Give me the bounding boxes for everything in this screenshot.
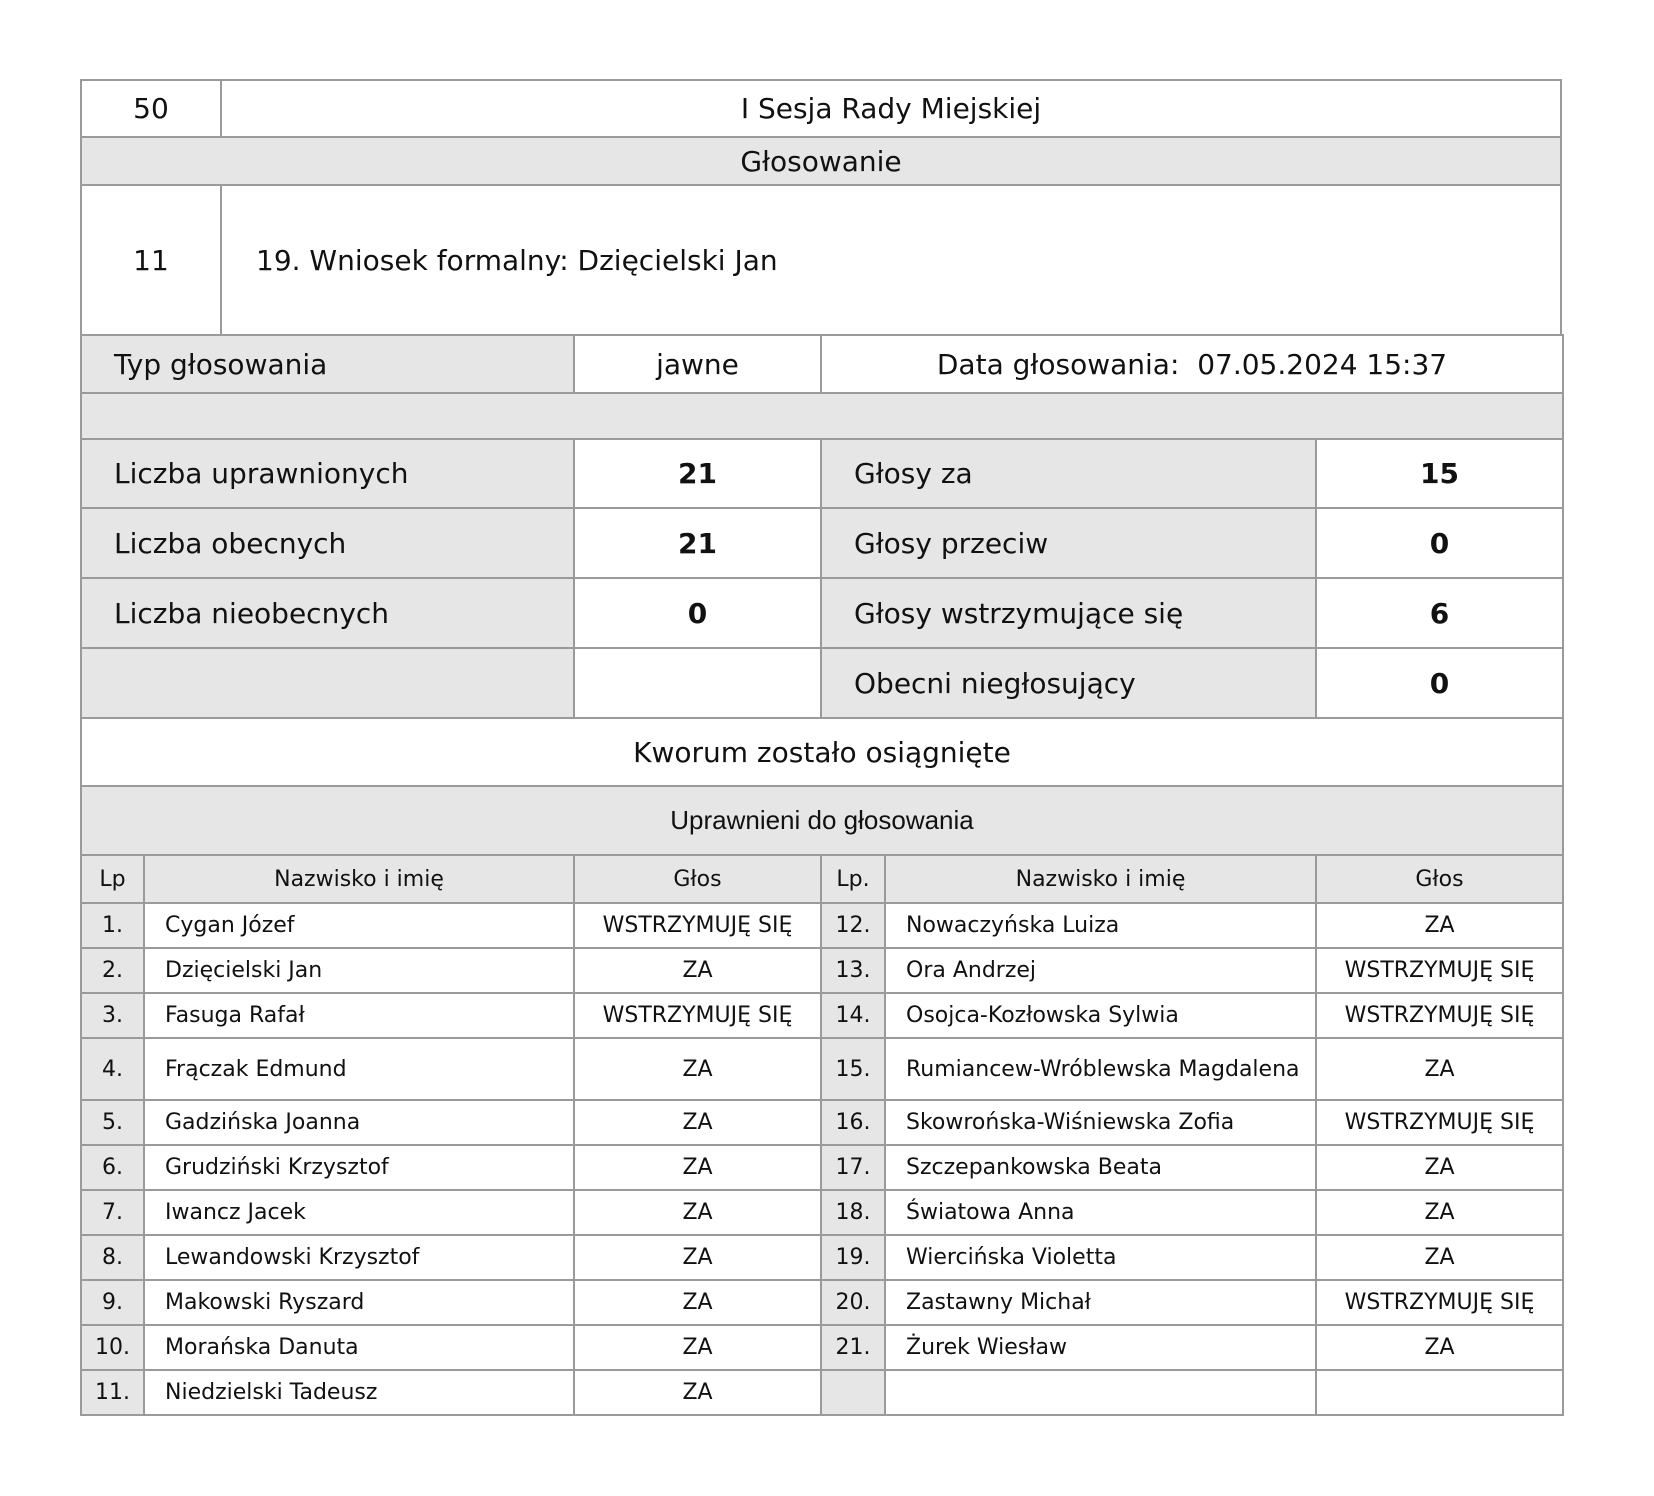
lp-cell-left: 11. [81,1370,144,1415]
voting-document [80,79,1562,1416]
lp-cell-left: 8. [81,1235,144,1280]
voter-rows [81,903,1563,1415]
voter-vote-right: WSTRZYMUJĘ SIĘ [1316,993,1563,1038]
header-table [80,79,1562,336]
empty-label-cell [81,648,574,718]
voters-table [80,854,1564,1416]
voter-name-left: Makowski Ryszard [144,1280,574,1325]
eligible-value: 21 [574,439,821,508]
lp-cell-right: 16. [821,1100,885,1145]
lp-cell-left: 2. [81,948,144,993]
abstain-label: Głosy wstrzymujące się [821,578,1316,648]
table-row [81,1190,1563,1235]
lp-cell-left: 1. [81,903,144,948]
lp-cell-right [821,1370,885,1415]
voter-vote-right [1316,1370,1563,1415]
lp-cell-right: 12. [821,903,885,948]
voter-vote-left: ZA [574,1280,821,1325]
session-number: 50 [81,80,221,137]
section-title: Głosowanie [81,137,1561,185]
voter-name-right: Zastawny Michał [885,1280,1316,1325]
voter-name-right: Szczepankowska Beata [885,1145,1316,1190]
vote-date-label: Data głosowania: [936,347,1180,381]
voter-name-left: Lewandowski Krzysztof [144,1235,574,1280]
voter-vote-right: ZA [1316,1235,1563,1280]
voter-name-right: Światowa Anna [885,1190,1316,1235]
lp-cell-left: 5. [81,1100,144,1145]
quorum-status: Kworum zostało osiągnięte [81,718,1563,786]
against-value: 0 [1316,508,1563,578]
present-value: 21 [574,508,821,578]
voter-name-right: Ora Andrzej [885,948,1316,993]
voter-vote-left: ZA [574,1100,821,1145]
table-row [81,1038,1563,1100]
voter-name-left: Dzięcielski Jan [144,948,574,993]
voter-vote-left: ZA [574,948,821,993]
lp-cell-right: 13. [821,948,885,993]
table-row [81,1235,1563,1280]
absent-value: 0 [574,578,821,648]
voter-name-left: Gadzińska Joanna [144,1100,574,1145]
vote-subject: 19. Wniosek formalny: Dzięcielski Jan [221,185,1561,335]
present-label: Liczba obecnych [81,508,574,578]
voter-name-left: Grudziński Krzysztof [144,1145,574,1190]
absent-label: Liczba nieobecnych [81,578,574,648]
table-row [81,948,1563,993]
vote-header-left: Głos [574,855,821,903]
voter-vote-left: WSTRZYMUJĘ SIĘ [574,993,821,1038]
table-row [81,1370,1563,1415]
lp-cell-right: 21. [821,1325,885,1370]
vote-number: 11 [81,185,221,335]
lp-header-left: Lp [81,855,144,903]
table-row [81,1145,1563,1190]
lp-cell-left: 7. [81,1190,144,1235]
voter-vote-right: ZA [1316,1145,1563,1190]
voter-name-left: Frączak Edmund [144,1038,574,1100]
voter-vote-left: ZA [574,1370,821,1415]
nonvoting-label: Obecni niegłosujący [821,648,1316,718]
lp-cell-left: 9. [81,1280,144,1325]
stats-table [80,334,1564,856]
voter-vote-right: ZA [1316,1325,1563,1370]
eligible-list-title: Uprawnieni do głosowania [81,786,1563,855]
voter-name-right: Rumiancew-Wróblewska Magdalena [885,1038,1316,1100]
voter-name-left: Cygan Józef [144,903,574,948]
voter-vote-left: ZA [574,1235,821,1280]
name-header-right: Nazwisko i imię [885,855,1316,903]
voter-vote-left: ZA [574,1038,821,1100]
name-header-left: Nazwisko i imię [144,855,574,903]
voter-vote-left: ZA [574,1145,821,1190]
voter-vote-right: WSTRZYMUJĘ SIĘ [1316,1100,1563,1145]
vote-date [821,335,1563,393]
empty-value-cell [574,648,821,718]
voter-name-right: Skowrońska-Wiśniewska Zofia [885,1100,1316,1145]
for-label: Głosy za [821,439,1316,508]
table-row [81,1280,1563,1325]
voter-vote-right: ZA [1316,1038,1563,1100]
voter-vote-right: WSTRZYMUJĘ SIĘ [1316,1280,1563,1325]
lp-header-right: Lp. [821,855,885,903]
lp-cell-right: 20. [821,1280,885,1325]
session-title: I Sesja Rady Miejskiej [221,80,1561,137]
voter-name-left: Niedzielski Tadeusz [144,1370,574,1415]
voter-name-left: Iwancz Jacek [144,1190,574,1235]
lp-cell-right: 14. [821,993,885,1038]
against-label: Głosy przeciw [821,508,1316,578]
spacer-row [81,393,1563,439]
voter-name-right: Wiercińska Violetta [885,1235,1316,1280]
lp-cell-right: 17. [821,1145,885,1190]
table-row [81,993,1563,1038]
abstain-value: 6 [1316,578,1563,648]
table-row [81,903,1563,948]
for-value: 15 [1316,439,1563,508]
lp-cell-left: 6. [81,1145,144,1190]
lp-cell-left: 10. [81,1325,144,1370]
voter-name-right [885,1370,1316,1415]
voter-vote-right: ZA [1316,903,1563,948]
lp-cell-left: 3. [81,993,144,1038]
voter-vote-right: ZA [1316,1190,1563,1235]
lp-cell-right: 19. [821,1235,885,1280]
lp-cell-right: 18. [821,1190,885,1235]
lp-cell-right: 15. [821,1038,885,1100]
voter-name-right: Nowaczyńska Luiza [885,903,1316,948]
voter-vote-left: WSTRZYMUJĘ SIĘ [574,903,821,948]
vote-type-label: Typ głosowania [81,335,574,393]
voter-name-left: Morańska Danuta [144,1325,574,1370]
vote-header-right: Głos [1316,855,1563,903]
lp-cell-left: 4. [81,1038,144,1100]
voter-name-left: Fasuga Rafał [144,993,574,1038]
table-row [81,1100,1563,1145]
voter-vote-right: WSTRZYMUJĘ SIĘ [1316,948,1563,993]
voter-vote-left: ZA [574,1190,821,1235]
vote-type-value: jawne [574,335,821,393]
voter-name-right: Żurek Wiesław [885,1325,1316,1370]
voter-name-right: Osojca-Kozłowska Sylwia [885,993,1316,1038]
eligible-label: Liczba uprawnionych [81,439,574,508]
nonvoting-value: 0 [1316,648,1563,718]
table-row [81,1325,1563,1370]
voter-vote-left: ZA [574,1325,821,1370]
vote-date-value: 07.05.2024 15:37 [1197,347,1448,381]
